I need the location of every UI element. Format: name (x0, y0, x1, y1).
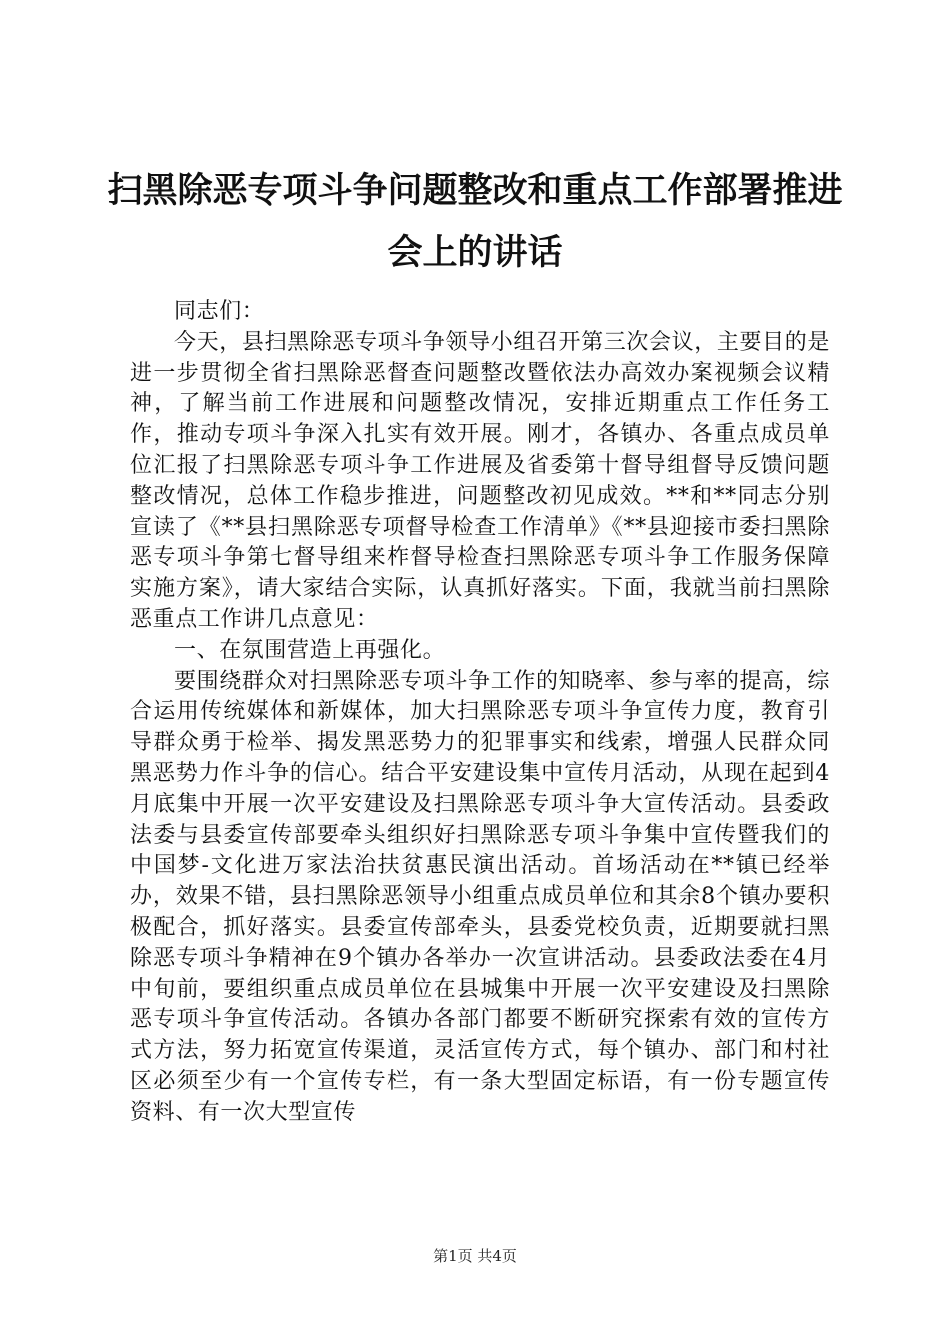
paragraph-intro: 今天，县扫黑除恶专项斗争领导小组召开第三次会议，主要目的是进一步贯彻全省扫黑除恶督查问题整改暨依法办高效办案视频会议精神，了解当前工作进展和问题整改情况，安排近期重点工作任务工作，推动专项斗争深入扎实有效开展。刚才，各镇办、各重点成员单位汇报了扫黑除恶专项斗争工作进展及省委第十督导组督导反馈问题整改情况，总体工作稳步推进，问题整改初见成效。**和**同志分别宣读了《**县扫黑除恶专项督导检查工作清单》《**县迎接市委扫黑除恶专项斗争第七督导组来柞督导检查扫黑除恶专项斗争工作服务保障实施方案》，请大家结合实际，认真抓好落实。下面，我就当前扫黑除恶重点工作讲几点意见： (130, 329, 830, 632)
document-body (130, 297, 830, 1129)
page-footer: 第1页 共4页 (433, 1247, 517, 1265)
paragraph-section-1: 要围绕群众对扫黑除恶专项斗争工作的知晓率、参与率的提高，综合运用传统媒体和新媒体，加大扫黑除恶专项斗争宣传力度，教育引导群众勇于检举、揭发黑恶势力的犯罪事实和线索，增强人民群众同黑恶势力作斗争的信心。结合平安建设集中宣传月活动，从现在起到4月底集中开展一次平安建设及扫黑除恶专项斗争大宣传活动。县委政法委与县委宣传部要牵头组织好扫黑除恶专项斗争集中宣传暨我们的中国梦-文化进万家法治扶贫惠民演出活动。首场活动在**镇已经举办，效果不错，县扫黑除恶领导小组重点成员单位和其余8个镇办要积极配合，抓好落实。县委宣传部牵头，县委党校负责，近期要就扫黑除恶专项斗争精神在9个镇办各举办一次宣讲活动。县委政法委在4月中旬前，要组织重点成员单位在县城集中开展一次平安建设及扫黑除恶专项斗争宣传活动。各镇办各部门都要不断研究探索有效的宣传方式方法，努力拓宽宣传渠道，灵活宣传方式，每个镇办、部门和村社区必须至少有一个宣传专栏，有一条大型固定标语，有一份专题宣传资料、有一次大型宣传 (130, 668, 830, 1125)
section-heading-1: 一、在氛围营造上再强化。 (174, 637, 446, 663)
document-title: 扫黑除恶专项斗争问题整改和重点工作部署推进会上的讲话 (107, 170, 843, 273)
salutation: 同志们： (174, 299, 265, 324)
